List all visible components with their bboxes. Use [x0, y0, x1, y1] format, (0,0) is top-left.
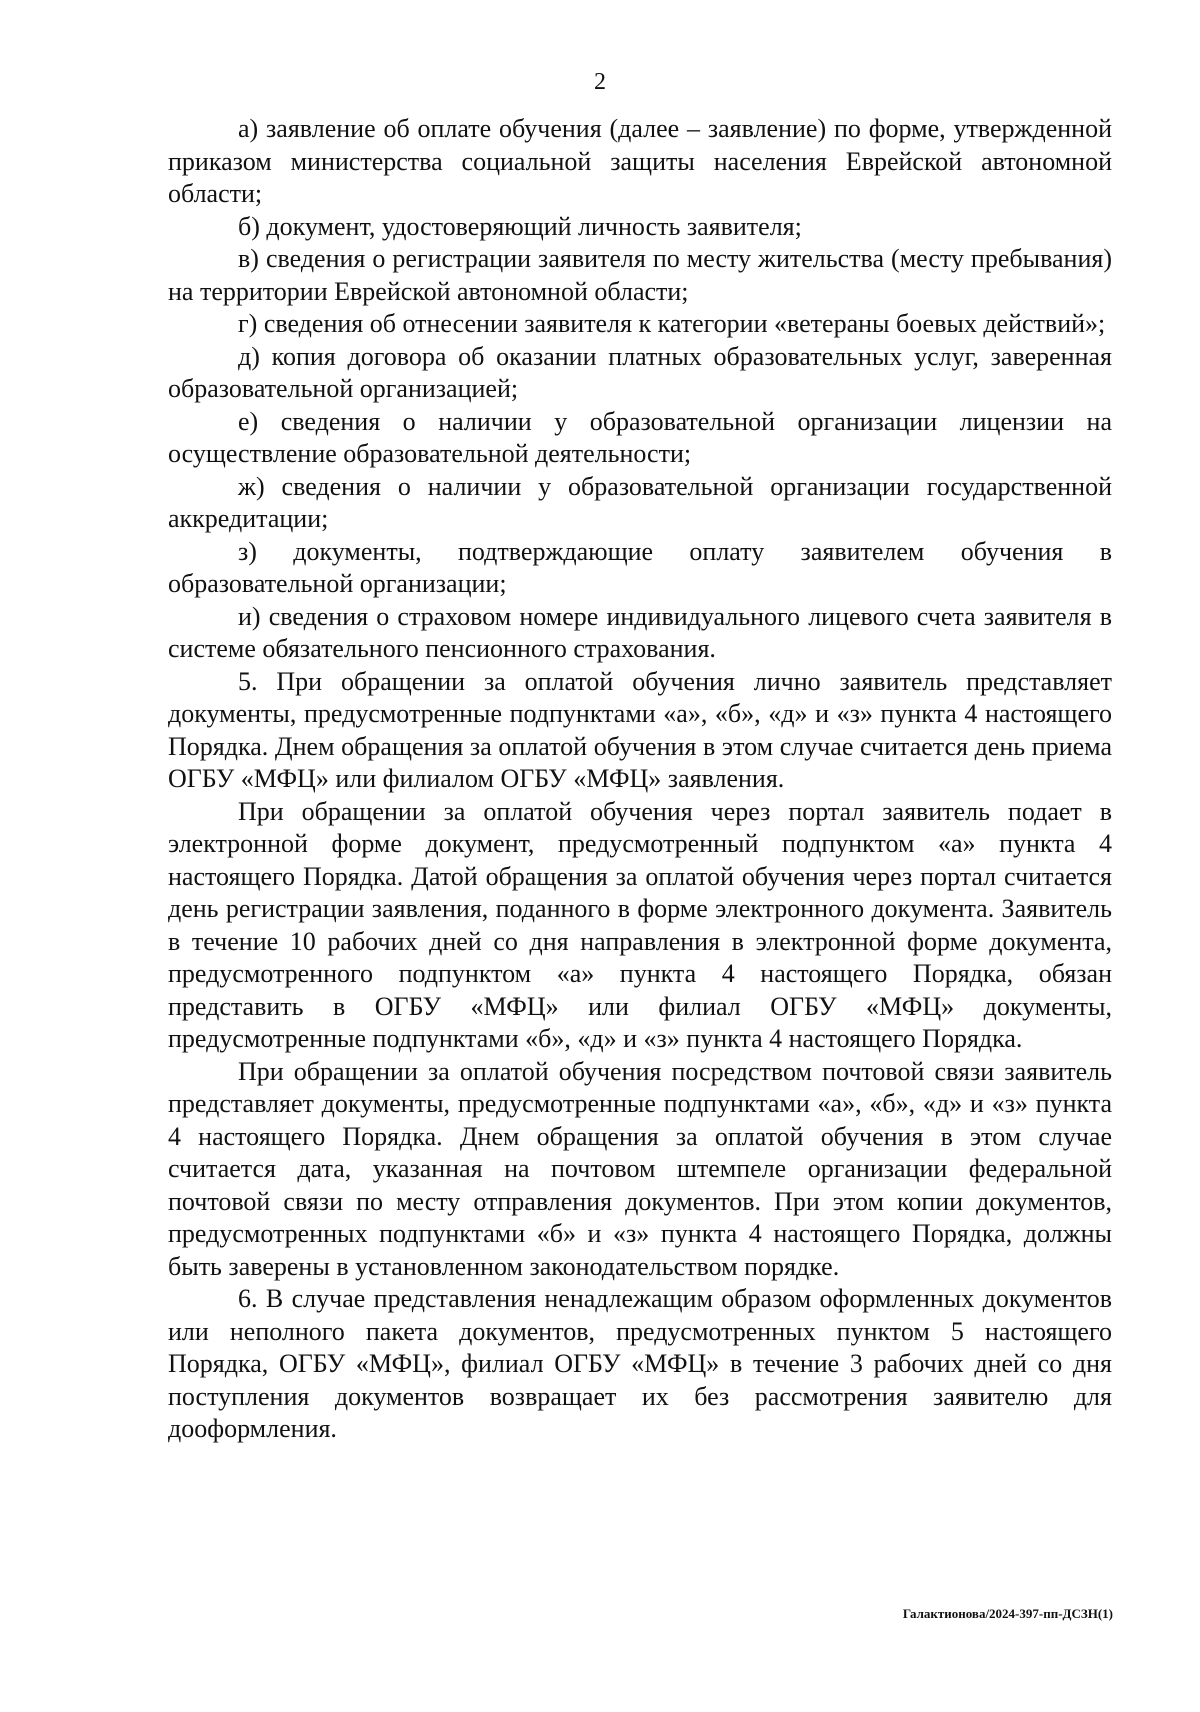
paragraph-item-zh: ж) сведения о наличии у образовательной организации государственной аккредитации; — [168, 471, 1112, 533]
paragraph-item-d: д) копия договора об оказании платных образовательных услуг, заверенная образовательной организацией; — [168, 341, 1112, 403]
paragraph-item-b: б) документ, удостоверяющий личность заявителя; — [238, 211, 802, 241]
paragraph-clause-6: 6. В случае представления ненадлежащим образом оформленных документов или неполного пакета документов, предусмотренных пунктом 5 настоящего Порядка, ОГБУ «МФЦ», филиал ОГБУ «МФЦ» в течение 3 рабочих дней со дня поступления документов возвращает их без рассмотрения заявителю для дооформления. — [168, 1284, 1112, 1443]
paragraph-item-a: а) заявление об оплате обучения (далее – заявление) по форме, утвержденной приказом министерства социальной защиты населения Еврейской автономной области; — [168, 114, 1112, 208]
paragraph-portal-submission: При обращении за оплатой обучения через портал заявитель подает в электронной форме документ, предусмотренный подпунктом «а» пункта 4 настоящего Порядка. Датой обращения за оплатой обучения через портал считается день регистрации заявления, поданного в форме электронного документа. Заявитель в течение 10 рабочих дней со дня направления в электронной форме документа, предусмотренного подпунктом «а» пункта 4 настоящего Порядка, обязан представить в ОГБУ «МФЦ» или филиал ОГБУ «МФЦ» документы, предусмотренные подпунктами «б», «д» и «з» пункта 4 настоящего Порядка. — [168, 796, 1112, 1053]
paragraph-item-e: е) сведения о наличии у образовательной организации лицензии на осуществление образовательной деятельности; — [168, 406, 1112, 468]
paragraph-item-z: з) документы, подтверждающие оплату заявителем обучения в образовательной организации; — [168, 536, 1112, 598]
paragraph-postal-submission: При обращении за оплатой обучения посредством почтовой связи заявитель представляет документы, предусмотренные подпунктами «а», «б», «д» и «з» пункта 4 настоящего Порядка. Днем обращения за оплатой обучения в этом случае считается дата, указанная на почтовом штемпеле организации федеральной почтовой связи по месту отправления документов. При этом копии документов, предусмотренных подпунктами «б» и «з» пункта 4 настоящего Порядка, должны быть заверены в установленном законодательством порядке. — [168, 1056, 1112, 1281]
paragraph-clause-5: 5. При обращении за оплатой обучения лично заявитель представляет документы, предусмотренные подпунктами «а», «б», «д» и «з» пункта 4 настоящего Порядка. Днем обращения за оплатой обучения в этом случае считается день приема ОГБУ «МФЦ» или филиалом ОГБУ «МФЦ» заявления. — [168, 666, 1112, 793]
page-number: 2 — [594, 69, 606, 95]
document-reference-code: Галактионова/2024-397-пп-ДСЗН(1) — [902, 1606, 1113, 1621]
document-body — [168, 113, 1112, 1446]
paragraph-item-v: в) сведения о регистрации заявителя по месту жительства (месту пребывания) на территории Еврейской автономной области; — [168, 244, 1112, 306]
paragraph-item-i: и) сведения о страховом номере индивидуального лицевого счета заявителя в системе обязательного пенсионного страхования. — [168, 601, 1112, 663]
paragraph-item-g: г) сведения об отнесении заявителя к категории «ветераны боевых действий»; — [238, 309, 1106, 338]
